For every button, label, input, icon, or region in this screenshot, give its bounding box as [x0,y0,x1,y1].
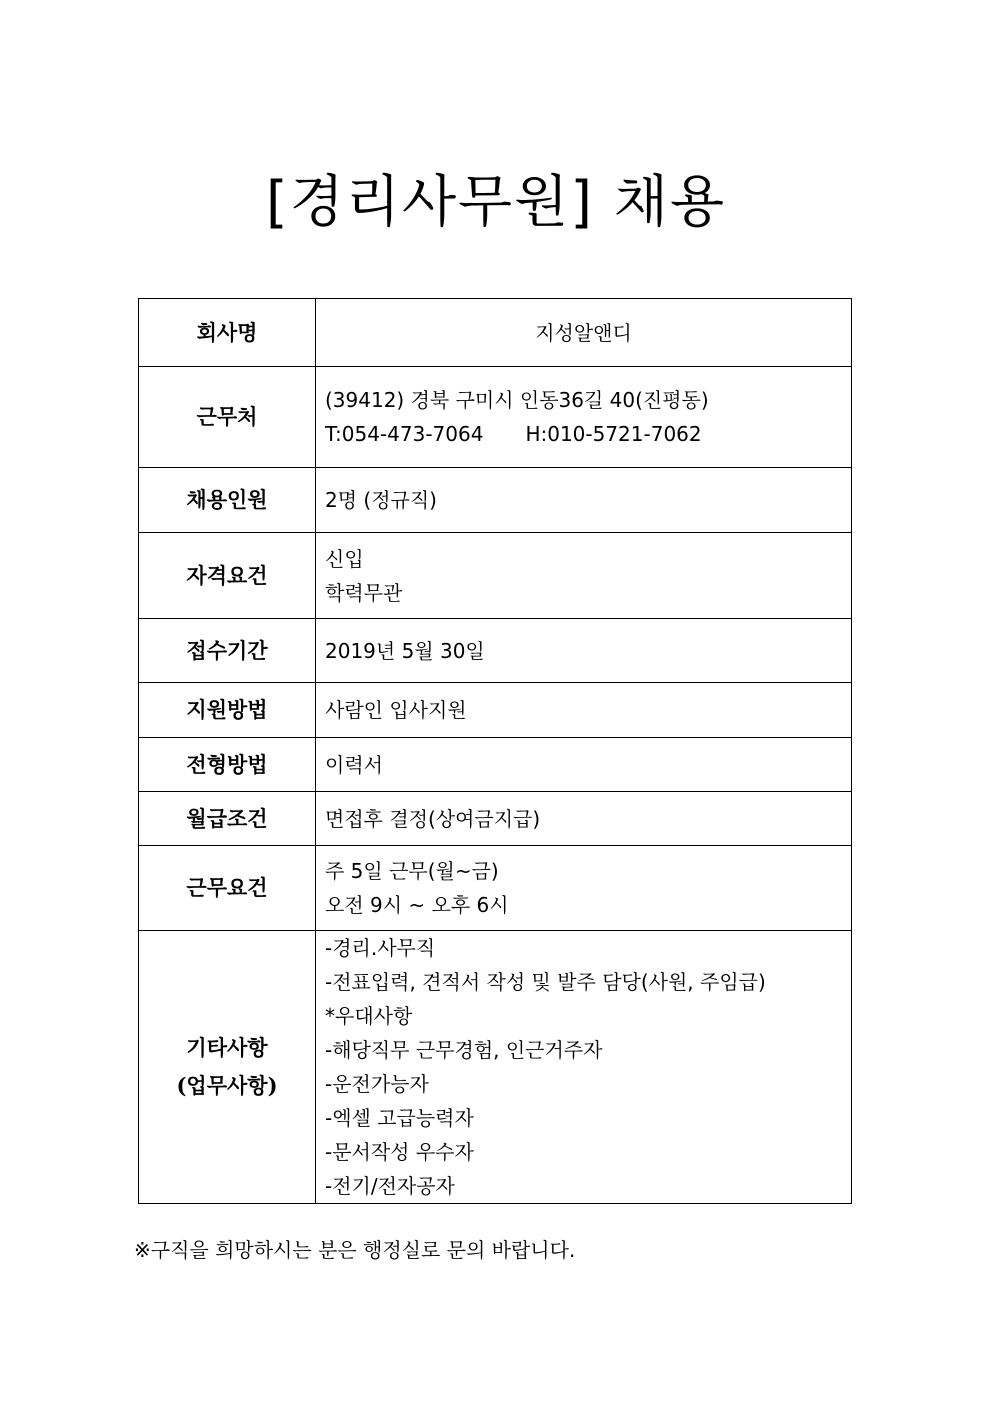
table-row-period [139,619,852,683]
job-info-table [138,298,852,1204]
list-item: -전표입력, 견적서 작성 및 발주 담당(사원, 주임급) [325,970,766,994]
list-item: -문서작성 우수자 [325,1140,474,1164]
list-item: -전기/전자공자 [325,1174,455,1198]
qualification-value: 신입 학력무관 [316,533,852,619]
headcount-value: 2명 (정규직) [316,468,852,533]
selection-value: 이력서 [316,738,852,792]
address-text: (39412) 경북 구미시 인동36길 40(진평동) [325,388,709,412]
row-label: 자격요건 [139,533,316,619]
table-row-qualification [139,533,852,619]
row-label: 근무요건 [139,846,316,931]
list-item: -운전가능자 [325,1072,429,1096]
hp-text: H:010-5721-7062 [525,422,702,446]
list-item: -경리.사무직 [325,936,436,960]
salary-value: 면접후 결정(상여금지급) [316,792,852,846]
row-label: 기타사항 (업무사항) [139,931,316,1204]
list-item: -엑셀 고급능력자 [325,1106,474,1130]
workplace-value [316,367,852,468]
row-label: 회사명 [139,299,316,367]
row-label: 전형방법 [139,738,316,792]
table-row-company [139,299,852,367]
etc-value [316,931,852,1204]
period-value: 2019년 5월 30일 [316,619,852,683]
table-row-work-conditions [139,846,852,931]
apply-method-value: 사람인 입사지원 [316,683,852,738]
list-item: *우대사항 [325,1004,413,1028]
table-row-salary [139,792,852,846]
table-row-selection [139,738,852,792]
table-row-etc [139,931,852,1204]
row-label: 채용인원 [139,468,316,533]
row-label: 접수기간 [139,619,316,683]
footer-note: ※구직을 희망하시는 분은 행정실로 문의 바랍니다. [134,1238,576,1262]
work-conditions-value: 주 5일 근무(월~금) 오전 9시 ~ 오후 6시 [316,846,852,931]
table-row-apply-method [139,683,852,738]
table-row-headcount [139,468,852,533]
company-name: 지성알앤디 [316,299,852,367]
list-item: -해당직무 근무경험, 인근거주자 [325,1038,603,1062]
row-label: 월급조건 [139,792,316,846]
tel-text: T:054-473-7064 [325,422,484,446]
phone-line [325,417,851,451]
page-title: [경리사무원] 채용 [265,170,727,235]
table-row-workplace [139,367,852,468]
row-label: 지원방법 [139,683,316,738]
row-label: 근무처 [139,367,316,468]
